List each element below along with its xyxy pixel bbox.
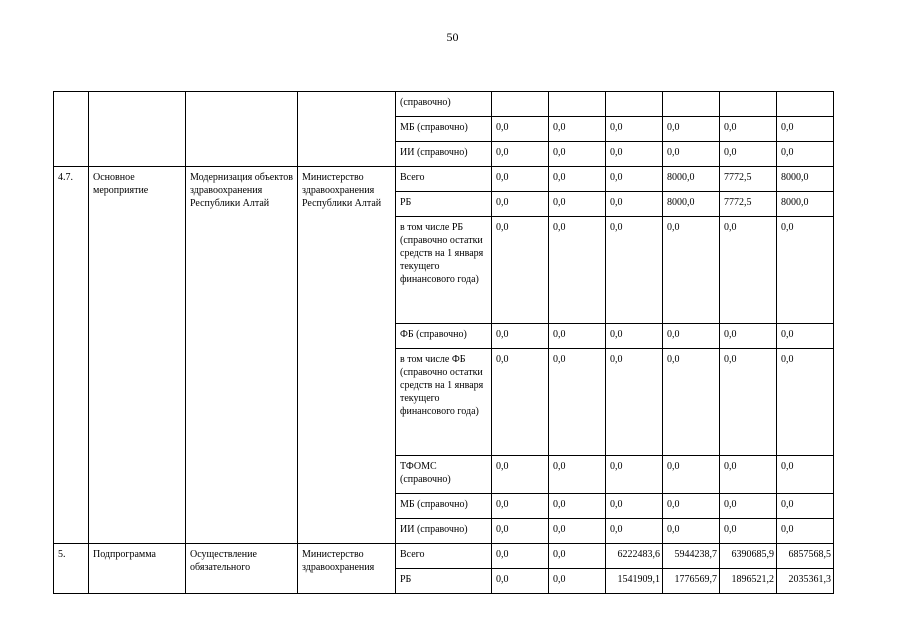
source-label: Всего xyxy=(396,167,492,192)
source-label: РБ xyxy=(396,192,492,217)
value-cell: 0,0 xyxy=(549,324,606,349)
source-label: ИИ (справочно) xyxy=(396,142,492,167)
value-cell: 0,0 xyxy=(549,142,606,167)
section-name: Модернизация объектов здравоохранения Республики Алтай xyxy=(186,167,298,544)
source-label: в том числе РБ (справочно остатки средств на 1 января текущего финансового года) xyxy=(396,217,492,324)
source-label: (справочно) xyxy=(396,92,492,117)
value-cell: 0,0 xyxy=(663,519,720,544)
type-cell xyxy=(89,92,186,167)
section-executor: Министерство здравоохранения xyxy=(298,544,396,594)
value-cell: 0,0 xyxy=(492,192,549,217)
value-cell: 1776569,7 xyxy=(663,569,720,594)
value-cell: 6390685,9 xyxy=(720,544,777,569)
value-cell: 0,0 xyxy=(777,217,834,324)
value-cell xyxy=(777,92,834,117)
value-cell: 0,0 xyxy=(720,349,777,456)
value-cell: 0,0 xyxy=(606,167,663,192)
value-cell: 0,0 xyxy=(720,217,777,324)
value-cell: 0,0 xyxy=(492,544,549,569)
value-cell: 0,0 xyxy=(549,519,606,544)
budget-table xyxy=(53,91,834,594)
source-label: ИИ (справочно) xyxy=(396,519,492,544)
value-cell: 0,0 xyxy=(777,142,834,167)
value-cell: 6857568,5 xyxy=(777,544,834,569)
value-cell: 0,0 xyxy=(549,494,606,519)
source-label: Всего xyxy=(396,544,492,569)
table-row xyxy=(54,92,834,117)
value-cell: 0,0 xyxy=(720,142,777,167)
table-row xyxy=(54,167,834,192)
value-cell: 0,0 xyxy=(777,456,834,494)
value-cell: 0,0 xyxy=(663,456,720,494)
value-cell: 8000,0 xyxy=(777,167,834,192)
section-number: 5. xyxy=(54,544,89,594)
value-cell: 0,0 xyxy=(606,117,663,142)
page-number: 50 xyxy=(446,30,459,44)
section-number: 4.7. xyxy=(54,167,89,544)
value-cell: 0,0 xyxy=(606,217,663,324)
value-cell: 2035361,3 xyxy=(777,569,834,594)
value-cell: 0,0 xyxy=(663,217,720,324)
executor-cell xyxy=(298,92,396,167)
value-cell: 8000,0 xyxy=(663,167,720,192)
value-cell xyxy=(606,92,663,117)
value-cell: 0,0 xyxy=(606,456,663,494)
value-cell: 0,0 xyxy=(777,324,834,349)
value-cell: 0,0 xyxy=(777,349,834,456)
value-cell: 7772,5 xyxy=(720,192,777,217)
value-cell: 0,0 xyxy=(663,494,720,519)
value-cell: 0,0 xyxy=(720,324,777,349)
value-cell: 0,0 xyxy=(663,142,720,167)
value-cell: 0,0 xyxy=(663,117,720,142)
source-label: в том числе ФБ (справочно остатки средств на 1 января текущего финансового года) xyxy=(396,349,492,456)
value-cell: 0,0 xyxy=(492,456,549,494)
value-cell: 5944238,7 xyxy=(663,544,720,569)
value-cell: 1541909,1 xyxy=(606,569,663,594)
value-cell xyxy=(663,92,720,117)
value-cell: 0,0 xyxy=(663,324,720,349)
value-cell: 0,0 xyxy=(549,217,606,324)
source-label: РБ xyxy=(396,569,492,594)
value-cell: 0,0 xyxy=(492,217,549,324)
value-cell: 0,0 xyxy=(663,349,720,456)
section-name: Осуществление обязательного xyxy=(186,544,298,594)
table-row xyxy=(54,544,834,569)
value-cell: 0,0 xyxy=(549,117,606,142)
source-label: ФБ (справочно) xyxy=(396,324,492,349)
value-cell: 0,0 xyxy=(492,117,549,142)
value-cell: 0,0 xyxy=(492,569,549,594)
source-label: МБ (справочно) xyxy=(396,117,492,142)
value-cell: 0,0 xyxy=(492,142,549,167)
value-cell: 0,0 xyxy=(777,519,834,544)
num-cell xyxy=(54,92,89,167)
value-cell xyxy=(492,92,549,117)
value-cell: 0,0 xyxy=(492,349,549,456)
value-cell: 0,0 xyxy=(549,349,606,456)
value-cell: 0,0 xyxy=(720,494,777,519)
value-cell: 6222483,6 xyxy=(606,544,663,569)
value-cell: 0,0 xyxy=(492,519,549,544)
section-executor: Министерство здравоохранения Республики Алтай xyxy=(298,167,396,544)
value-cell: 8000,0 xyxy=(663,192,720,217)
value-cell: 0,0 xyxy=(720,456,777,494)
value-cell: 0,0 xyxy=(720,519,777,544)
source-label: МБ (справочно) xyxy=(396,494,492,519)
value-cell: 0,0 xyxy=(549,569,606,594)
source-label: ТФОМС (справочно) xyxy=(396,456,492,494)
name-cell xyxy=(186,92,298,167)
value-cell: 8000,0 xyxy=(777,192,834,217)
value-cell: 0,0 xyxy=(492,167,549,192)
value-cell xyxy=(549,92,606,117)
value-cell: 0,0 xyxy=(720,117,777,142)
value-cell xyxy=(720,92,777,117)
value-cell: 1896521,2 xyxy=(720,569,777,594)
value-cell: 0,0 xyxy=(549,167,606,192)
value-cell: 0,0 xyxy=(606,324,663,349)
section-type: Основное мероприятие xyxy=(89,167,186,544)
value-cell: 0,0 xyxy=(549,192,606,217)
value-cell: 0,0 xyxy=(549,456,606,494)
value-cell: 7772,5 xyxy=(720,167,777,192)
value-cell: 0,0 xyxy=(606,494,663,519)
value-cell: 0,0 xyxy=(549,544,606,569)
value-cell: 0,0 xyxy=(777,494,834,519)
value-cell: 0,0 xyxy=(777,117,834,142)
value-cell: 0,0 xyxy=(606,349,663,456)
value-cell: 0,0 xyxy=(492,324,549,349)
value-cell: 0,0 xyxy=(606,192,663,217)
value-cell: 0,0 xyxy=(606,519,663,544)
value-cell: 0,0 xyxy=(606,142,663,167)
section-type: Подпрограмма xyxy=(89,544,186,594)
value-cell: 0,0 xyxy=(492,494,549,519)
